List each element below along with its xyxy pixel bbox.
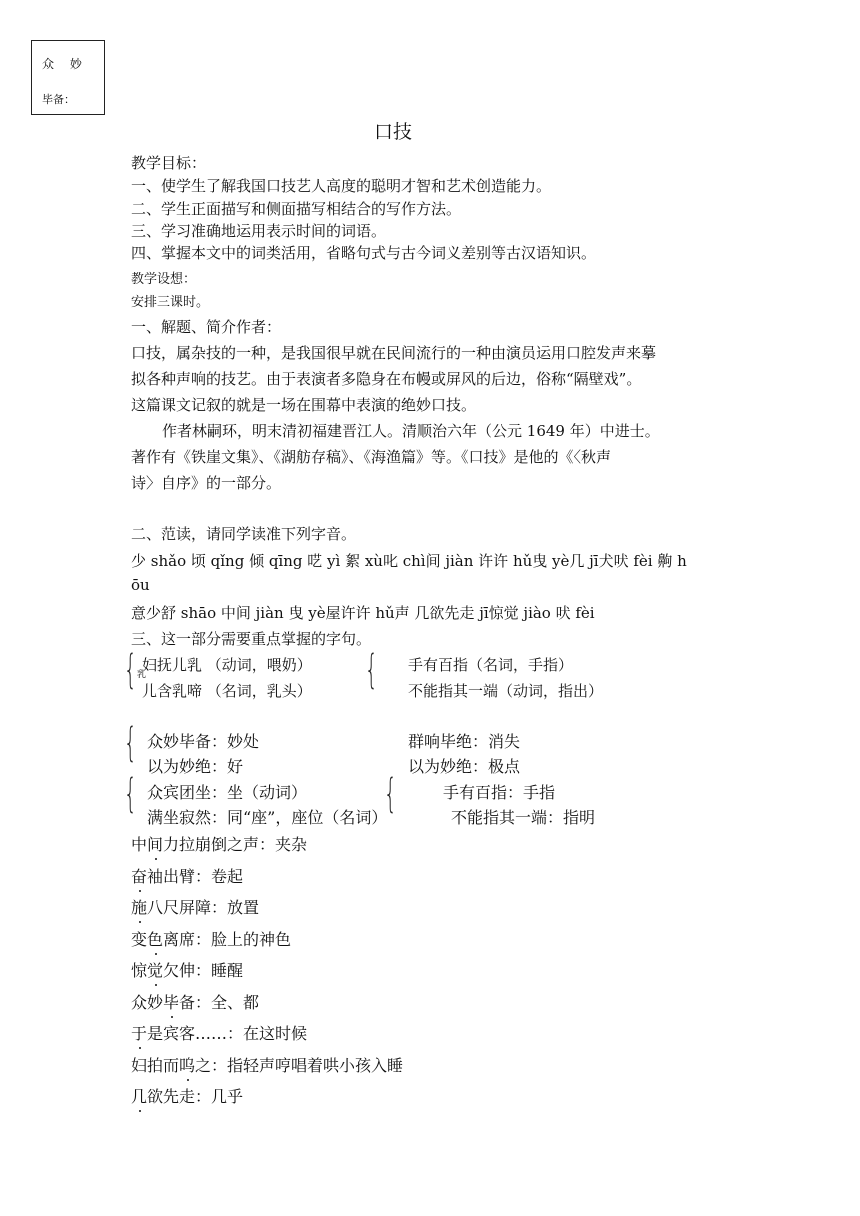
emphasis-char: 施 bbox=[131, 895, 147, 918]
right-brace: { bbox=[384, 771, 397, 817]
pair3-right: 手有百指：手指 bbox=[443, 783, 556, 802]
paragraph-line: 诗〉自序》的一部分。 bbox=[131, 474, 282, 492]
goal-line: 一、使学生了解我国口技艺人高度的聪明才智和艺术创造能力。 bbox=[131, 177, 552, 195]
pair2-left: 以为妙绝：好 bbox=[147, 757, 244, 776]
goals-heading: 教学目标： bbox=[131, 154, 207, 172]
definition-line: 变色离席：脸上的神色 bbox=[131, 927, 291, 950]
pair3-right: 不能指其一端：指明 bbox=[451, 808, 596, 827]
design-text: 安排三课时。 bbox=[131, 295, 210, 310]
emphasis-char: 色 bbox=[147, 927, 163, 950]
design-heading: 教学设想： bbox=[131, 272, 197, 287]
pair2-left: 众妙毕备：妙处 bbox=[147, 732, 260, 751]
section2-heading: 二、范读，请同学读准下列字音。 bbox=[131, 525, 357, 543]
emphasis-char: 几 bbox=[131, 1084, 147, 1107]
pair1-left: 妇抚儿乳 （动词，喂奶） bbox=[142, 656, 312, 674]
pair3-left: 满坐寂然：同“座”，座位（名词） bbox=[147, 808, 388, 827]
right-brace: { bbox=[365, 647, 378, 693]
paragraph-line: 这篇课文记叙的就是一场在围幕中表演的绝妙口技。 bbox=[131, 396, 477, 414]
pinyin-line: 少 shǎo 顷 qǐng 倾 qīng 呓 yì 絮 xù叱 chì间 jiàn 许许 hǔ曳 yè几 jī犬吠 fèi 齁 h bbox=[131, 552, 687, 570]
definition-line: 奋袖出臂：卷起 bbox=[131, 864, 243, 887]
pair3-left: 众宾团坐：坐（动词） bbox=[147, 783, 308, 802]
left-brace: { bbox=[124, 771, 137, 817]
emphasis-char: 于 bbox=[131, 1021, 147, 1044]
emphasis-char: 觉 bbox=[147, 958, 163, 981]
paragraph-line: 口技，属杂技的一种，是我国很早就在民间流行的一种由演员运用口腔发声来摹 bbox=[131, 344, 657, 362]
definition-line: 施八尺屏障：放置 bbox=[131, 895, 259, 918]
page-title: 口技 bbox=[374, 121, 413, 143]
left-brace: { bbox=[124, 647, 137, 693]
goal-line: 三、学习准确地运用表示时间的词语。 bbox=[131, 222, 387, 240]
pair1-left: 儿含乳啼 （名词，乳头） bbox=[142, 682, 312, 700]
box-line-1: 众 妙 bbox=[42, 57, 88, 71]
left-brace: { bbox=[124, 720, 137, 766]
paragraph-line: 作者林嗣环，明末清初福建晋江人。清顺治六年（公元 1649 年）中进士。 bbox=[162, 422, 660, 440]
pair2-right: 以为妙绝：极点 bbox=[408, 757, 521, 776]
pair1-right: 不能指其一端（动词，指出） bbox=[408, 682, 604, 700]
definition-line: 妇拍而呜之：指轻声哼唱着哄小孩入睡 bbox=[131, 1053, 403, 1076]
emphasis-char: 间 bbox=[147, 832, 163, 855]
pair2-right: 群响毕绝：消失 bbox=[408, 732, 521, 751]
small-annotation: 乳 bbox=[137, 670, 147, 680]
pair1-right: 手有百指（名词，手指） bbox=[408, 656, 574, 674]
emphasis-char: 毕 bbox=[163, 990, 179, 1013]
section1-heading: 一、解题、简介作者： bbox=[131, 318, 282, 336]
definition-line: 众妙毕备：全、都 bbox=[131, 990, 259, 1013]
goal-line: 二、学生正面描写和侧面描写相结合的写作方法。 bbox=[131, 200, 462, 218]
definition-line: 几欲先走：几乎 bbox=[131, 1084, 243, 1107]
pinyin-line: ōu bbox=[131, 576, 150, 594]
definition-line: 中间力拉崩倒之声：夹杂 bbox=[131, 832, 307, 855]
paragraph-line: 著作有《铁崖文集》、《湖舫存稿》、《海渔篇》等。《口技》是他的《〈秋声 bbox=[131, 448, 612, 466]
definition-line: 惊觉欠伸：睡醒 bbox=[131, 958, 243, 981]
paragraph-line: 拟各种声响的技艺。由于表演者多隐身在布幔或屏风的后边，俗称“隔壁戏”。 bbox=[131, 370, 642, 388]
emphasis-char: 呜 bbox=[179, 1053, 195, 1076]
section3-heading: 三、这一部分需要重点掌握的字句。 bbox=[131, 630, 372, 648]
box-line-2: 毕备： bbox=[42, 93, 75, 106]
pinyin-line: 意少舒 shāo 中间 jiàn 曳 yè屋许许 hǔ声 几欲先走 jī惊觉 jiào 吠 fèi bbox=[131, 604, 595, 622]
goal-line: 四、掌握本文中的词类活用，省略句式与古今词义差别等古汉语知识。 bbox=[131, 244, 597, 262]
header-box bbox=[31, 40, 105, 115]
emphasis-char: 奋 bbox=[131, 864, 147, 887]
definition-line: 于是宾客……：在这时候 bbox=[131, 1021, 307, 1044]
